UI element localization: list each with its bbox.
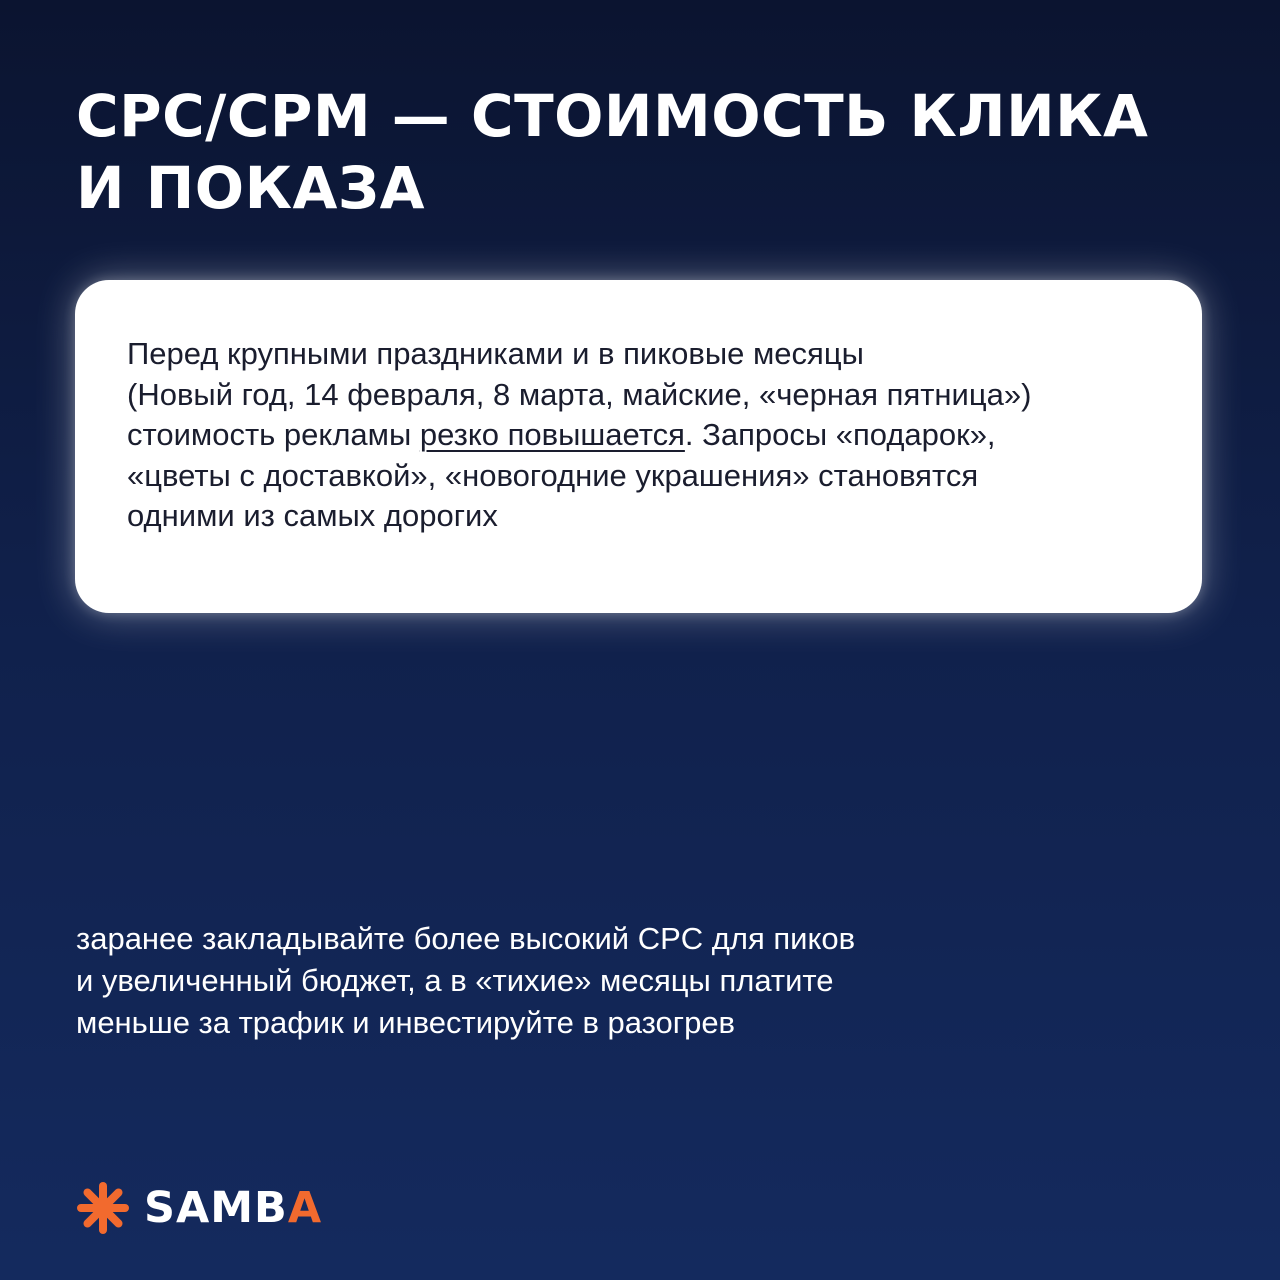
tip-line-3: меньше за трафик и инвестируйте в разогрев xyxy=(76,1005,736,1040)
tip-line-2: и увеличенный бюджет, а в «тихие» месяцы платите xyxy=(76,963,834,998)
title-line-1: CPC/CPM — СТОИМОСТЬ КЛИКА xyxy=(76,82,1149,150)
underlined-phrase: резко повышается xyxy=(419,417,685,452)
card-line-3 xyxy=(127,415,1187,456)
asterisk-icon xyxy=(76,1181,130,1235)
title-line-2: И ПОКАЗА xyxy=(76,154,425,222)
card-line-3-end: . Запросы «подарок», xyxy=(684,417,996,452)
logo-text-main: SAMB xyxy=(144,1183,288,1233)
info-card xyxy=(75,280,1202,613)
logo-wordmark xyxy=(144,1178,322,1238)
card-line-2: (Новый год, 14 февраля, 8 марта, майские, «черная пятница») xyxy=(127,376,1032,412)
samba-logo xyxy=(76,1178,322,1238)
card-line-5: одними из самых дорогих xyxy=(127,498,498,533)
tip-line-1: заранее закладывайте более высокий CPC для пиков xyxy=(76,921,856,956)
card-line-4: «цветы с доставкой», «новогодние украшения» становятся xyxy=(127,457,979,493)
tip-paragraph xyxy=(76,918,1176,1044)
card-line-3-start: стоимость рекламы xyxy=(127,417,420,452)
card-line-1: Перед крупными праздниками и в пиковые месяцы xyxy=(127,336,864,371)
logo-text-accent: A xyxy=(287,1183,323,1233)
page-title xyxy=(76,80,1196,224)
card-paragraph xyxy=(127,334,1187,537)
